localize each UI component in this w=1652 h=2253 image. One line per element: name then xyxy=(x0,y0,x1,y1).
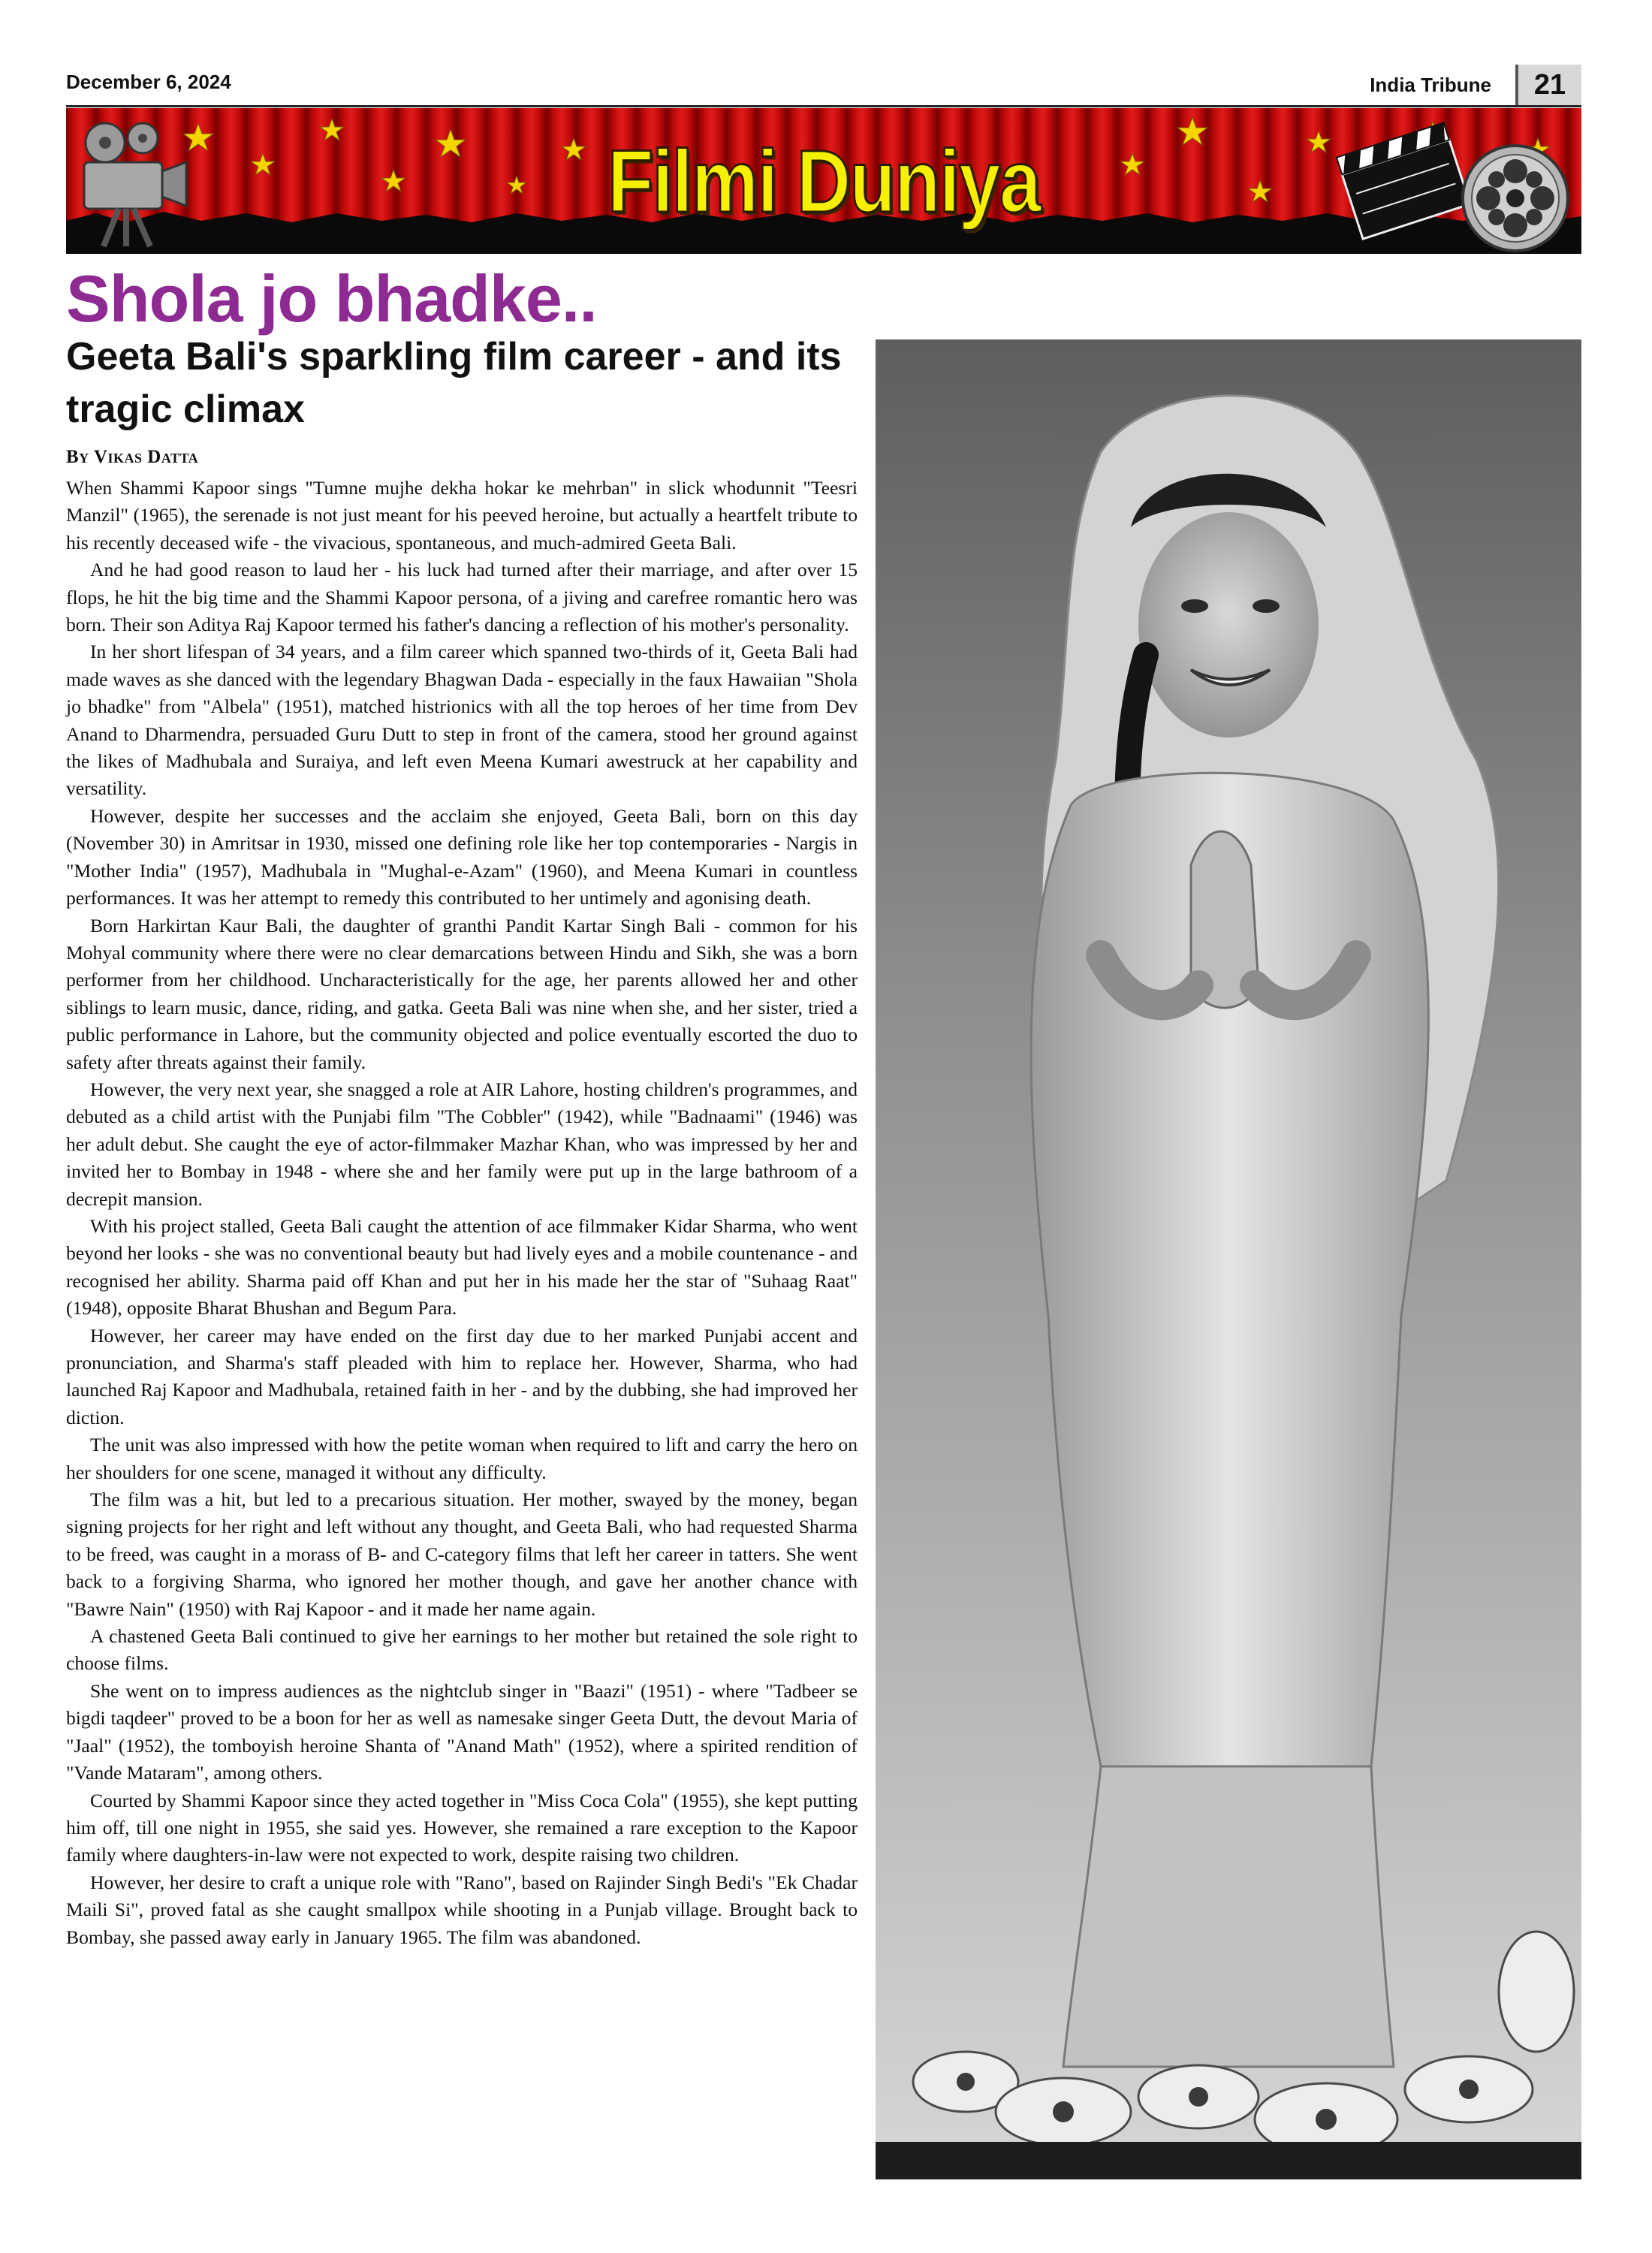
article-headline: Shola jo bhadke.. xyxy=(66,261,597,336)
article-body xyxy=(66,475,858,1951)
article-paragraph: However, the very next year, she snagged a role at AIR Lahore, hosting children's programmes, and debuted as a child artist with the Punjabi film "The Cobbler" (1942), while "Badnaami" (1946) was her adult debut. She caught the eye of actor-filmmaker Mazhar Khan, who was impressed by her and invited her to Bombay in 1948 - where she and her family were put up in the large bathroom of a decrepit mansion. xyxy=(66,1078,858,1210)
page-header xyxy=(66,65,1581,105)
issue-date: December 6, 2024 xyxy=(66,71,231,93)
article-paragraph: With his project stalled, Geeta Bali caught the attention of ace filmmaker Kidar Sharma, who went beyond her looks - she was no conventional beauty but had lively eyes and a mobile countenance - and recognised her ability. Sharma paid off Khan and put her in his made her the star of "Suhaag Raat" (1948), opposite Bharat Bhushan and Begum Para. xyxy=(66,1214,858,1320)
article-photo xyxy=(876,339,1581,2179)
article-paragraph: In her short lifespan of 34 years, and a film career which spanned two-thirds of it, Geeta Bali had made waves as she danced with the legendary Bhagwan Dada - especially in the faux Hawaiian "Shola jo bhadke" from "Albela" (1951), matched histrionics with all the top heroes of her time from Dev Anand to Dharmendra, persuaded Guru Dutt to step in front of the camera, stood her ground against the likes of Madhubala and Suraiya, and left even Meena Kumari awestruck at her capability and versatility. xyxy=(66,641,858,800)
section-banner xyxy=(66,108,1581,254)
film-reel-icon xyxy=(1463,146,1568,251)
article-paragraph: And he had good reason to laud her - his luck had turned after their marriage, and after over 15 flops, he hit the big time and the Shammi Kapoor persona, of a jiving and carefree romantic hero was born. Their son Aditya Raj Kapoor termed his father's dancing a reflection of his mother's personality. xyxy=(66,559,858,636)
page-number: 21 xyxy=(1515,65,1581,105)
article-paragraph: When Shammi Kapoor sings "Tumne mujhe dekha hokar ke mehrban" in slick whodunnit "Teesri Manzil" (1965), the serenade is not just meant for his peeved heroine, but actually a heartfelt tribute to his recently deceased wife - the vivacious, spontaneous, and much-admired Geeta Bali. xyxy=(66,477,858,553)
article-paragraph: However, her career may have ended on the first day due to her marked Punjabi accent and pronunciation, and Sharma's staff pleaded with him to replace her. However, Sharma, who had launched Raj Kapoor and Madhubala, retained faith in her - and by the dubbing, she had improved her diction. xyxy=(66,1324,858,1428)
portrait-illustration xyxy=(876,339,1581,2179)
article-paragraph: Born Harkirtan Kaur Bali, the daughter of granthi Pandit Kartar Singh Bali - common for his Mohyal community where there were no clear demarcations between Hindu and Sikh, she was a born performer from her childhood. Uncharacteristically for the age, her parents allowed her and other siblings to learn music, dance, riding, and gatka. Geeta Bali was nine when she, and her sister, tried a public performance in Lahore, but the community objected and police eventually escorted the duo to safety after threats against their family. xyxy=(66,914,858,1073)
article-paragraph: She went on to impress audiences as the nightclub singer in "Baazi" (1951) - where "Tadbeer se bigdi taqdeer" proved to be a boon for her as well as namesake singer Geeta Dutt, the devout Maria of "Jaal" (1952), the tomboyish heroine Shanta of "Anand Math" (1952), where a spirited rendition of "Vande Mataram", among others. xyxy=(66,1679,858,1784)
article-subheadline: Geeta Bali's sparkling film career - and its tragic climax xyxy=(66,335,842,431)
article-paragraph: Courted by Shammi Kapoor since they acted together in "Miss Coca Cola" (1955), she kept putting him off, till one night in 1955, she said yes. However, she remained a rare exception to the Kapoor family where daughters-in-law were not expected to work, despite raising two children. xyxy=(66,1789,858,1866)
header-rule xyxy=(66,105,1581,107)
article-byline: By Vikas Datta xyxy=(66,447,199,467)
article-paragraph: However, her desire to craft a unique role with "Rano", based on Rajinder Singh Bedi's "Ek Chadar Maili Si", proved fatal as she caught smallpox while shooting in a Punjab village. Brought back to Bombay, she passed away early in January 1965. The film was abandoned. xyxy=(66,1871,858,1948)
article-paragraph: A chastened Geeta Bali continued to give her earnings to her mother but retained the sole right to choose films. xyxy=(66,1625,858,1675)
article-paragraph: However, despite her successes and the acclaim she enjoyed, Geeta Bali, born on this day (November 30) in Amritsar in 1930, missed one defining role like her top contemporaries - Nargis in "Mother India" (1957), Madhubala in "Mughal-e-Azam" (1960), and Meena Kumari in countless performances. It was her attempt to remedy this contributed to her untimely and agonising death. xyxy=(66,804,858,909)
article-paragraph: The unit was also impressed with how the petite woman when required to lift and carry the hero on her shoulders for one scene, managed it without any difficulty. xyxy=(66,1434,858,1483)
publication-name: India Tribune xyxy=(1370,74,1491,96)
article-paragraph: The film was a hit, but led to a precarious situation. Her mother, swayed by the money, began signing projects for her right and left without any thought, and Geeta Bali, who had requested Sharma to be freed, was caught in a morass of B- and C-category films that left her career in tatters. She went back to a forgiving Sharma, who ignored her mother though, and gave her another chance with "Bawre Nain" (1950) with Raj Kapoor - and it made her name again. xyxy=(66,1488,858,1620)
banner-title: Filmi Duniya xyxy=(607,132,1040,231)
